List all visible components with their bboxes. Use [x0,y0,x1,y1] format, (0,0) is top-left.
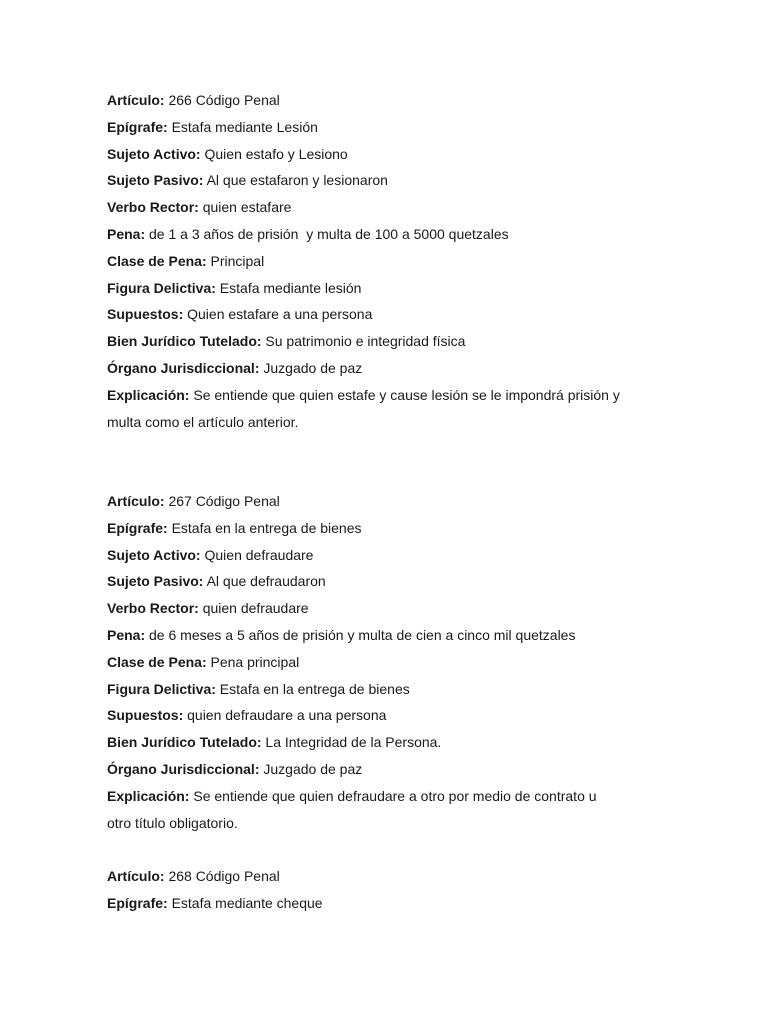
field-figura-delictiva [107,676,677,703]
field-organo-jurisdiccional [107,756,677,783]
field-explicacion-continued [107,810,677,837]
field-value: La Integridad de la Persona. [261,734,442,751]
field-articulo [107,863,677,890]
field-value: Juzgado de paz [259,359,363,376]
field-value: Estafa mediante cheque [167,894,323,911]
field-value: Estafa en la entrega de bienes [215,680,410,697]
field-verbo-rector [107,595,677,622]
field-value: de 1 a 3 años de prisión y multa de 100 a 5000 quetzales [145,225,509,242]
field-label: Epígrafe: [107,894,168,911]
field-label: Sujeto Pasivo: [107,573,204,590]
field-articulo [107,87,677,114]
field-label: Supuestos: [107,707,184,724]
field-label: Clase de Pena: [107,252,207,269]
field-clase-de-pena [107,248,677,275]
field-label: Órgano Jurisdiccional: [107,359,260,376]
field-value: Estafa mediante Lesión [167,118,318,135]
field-epigrafe [107,515,677,542]
field-label: Sujeto Activo: [107,546,201,563]
field-label: Figura Delictiva: [107,680,216,697]
article-block [107,87,677,435]
article-block [107,863,677,917]
field-label: Epígrafe: [107,118,168,135]
field-label: Explicación: [107,386,190,403]
field-bien-juridico [107,328,677,355]
field-value: Su patrimonio e integridad física [261,333,466,350]
article-block [107,488,677,836]
field-label: Sujeto Activo: [107,145,201,162]
field-explicacion-continued [107,409,677,436]
field-value: Se entiende que quien estafe y cause lesión se le impondrá prisión y [189,386,620,403]
field-figura-delictiva [107,275,677,302]
field-supuestos [107,301,677,328]
field-value: 266 Código Penal [164,92,280,108]
field-value: quien estafare [198,199,292,216]
field-pena [107,622,677,649]
field-label: Clase de Pena: [107,653,207,670]
field-sujeto-activo [107,141,677,168]
field-value: Al que estafaron y lesionaron [203,172,388,189]
field-label: Artículo: [107,493,165,509]
field-label: Órgano Jurisdiccional: [107,760,260,777]
field-sujeto-activo [107,542,677,569]
field-value: Principal [206,252,265,269]
field-value: Estafa mediante lesión [215,279,362,296]
field-label: Verbo Rector: [107,199,199,216]
field-value: de 6 meses a 5 años de prisión y multa de cien a cinco mil quetzales [145,626,576,643]
field-explicacion [107,783,677,810]
field-label: Bien Jurídico Tutelado: [107,333,262,350]
field-sujeto-pasivo [107,568,677,595]
field-label: Pena: [107,626,146,643]
field-sujeto-pasivo [107,167,677,194]
field-explicacion [107,382,677,409]
field-value: Al que defraudaron [203,573,326,590]
field-label: Artículo: [107,868,165,884]
field-label: Epígrafe: [107,519,168,536]
field-value: Pena principal [206,653,300,670]
field-label: Artículo: [107,92,165,108]
field-pena [107,221,677,248]
field-verbo-rector [107,194,677,221]
field-label: Bien Jurídico Tutelado: [107,734,262,751]
field-value: Quien estafare a una persona [183,306,373,323]
field-value: Se entiende que quien defraudare a otro por medio de contrato u [189,787,597,804]
field-epigrafe [107,890,677,917]
field-bien-juridico [107,729,677,756]
field-value: Estafa en la entrega de bienes [167,519,362,536]
field-value: otro título obligatorio. [107,814,238,831]
field-clase-de-pena [107,649,677,676]
field-value: 267 Código Penal [164,493,280,509]
field-value: multa como el artículo anterior. [107,413,299,430]
field-value: 268 Código Penal [164,868,280,884]
field-label: Pena: [107,225,146,242]
field-value: quien defraudare [198,600,309,617]
field-value: Quien defraudare [200,546,314,563]
field-supuestos [107,702,677,729]
field-label: Explicación: [107,787,190,804]
field-epigrafe [107,114,677,141]
field-organo-jurisdiccional [107,355,677,382]
field-articulo [107,488,677,515]
field-value: quien defraudare a una persona [183,707,387,724]
field-label: Supuestos: [107,306,184,323]
field-label: Figura Delictiva: [107,279,216,296]
field-label: Verbo Rector: [107,600,199,617]
field-value: Quien estafo y Lesiono [200,145,348,162]
field-label: Sujeto Pasivo: [107,172,204,189]
field-value: Juzgado de paz [259,760,363,777]
